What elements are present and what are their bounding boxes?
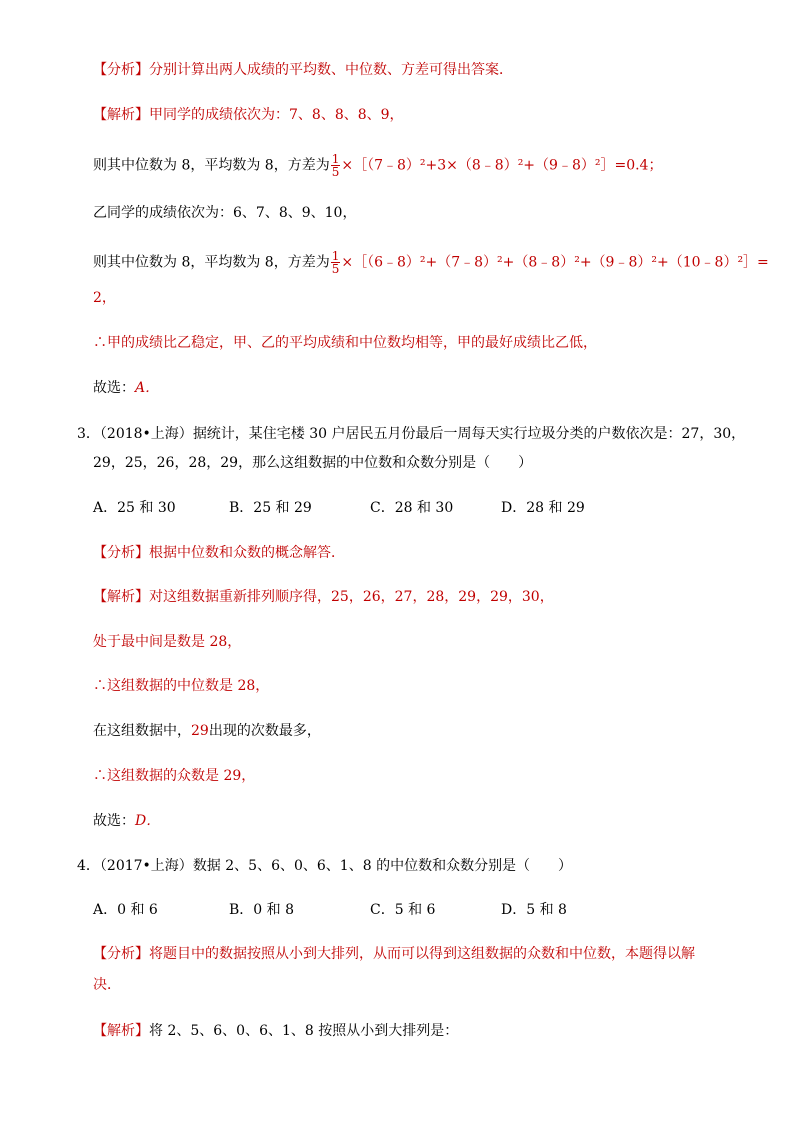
variance-expression: ×［（7﹣8）²+3×（8﹣8）²+（9﹣8）²］=0.4； (341, 157, 663, 174)
fraction-numerator: 1 (331, 249, 340, 263)
question-number: 3． (77, 426, 100, 442)
q4-stem (77, 856, 572, 876)
q4-option-d: D．5 和 8 (501, 902, 567, 918)
q3-option-b: B．25 和 29 (229, 500, 312, 516)
mode-text: ∴这组数据的众数是 29， (93, 768, 256, 784)
q4-analysis (93, 944, 695, 964)
q2-yi-scores (93, 203, 356, 223)
question-stem: 29，25，26，28，29，那么这组数据的中位数和众数分别是（ ） (93, 455, 533, 471)
analysis-tag: 【分析】 (93, 62, 149, 78)
q2-variance-yi (93, 250, 769, 275)
q4-option-a: A．0 和 6 (93, 902, 158, 918)
fraction (331, 153, 341, 178)
answer-prefix: 故选： (93, 813, 135, 829)
analysis-text-cont: 决． (93, 977, 121, 993)
most-suffix: 出现的次数最多， (208, 723, 321, 739)
q3-solution (93, 587, 554, 607)
fraction (331, 250, 341, 275)
question-source: （2017•上海） (99, 858, 193, 874)
solution-text: 对这组数据重新排列顺序得，25，26，27，28，29，29，30， (149, 589, 554, 605)
q4-option-c: C．5 和 6 (370, 902, 436, 918)
q3-answer (93, 811, 160, 831)
solution-tag: 【解析】 (93, 107, 149, 123)
variance-expression: ×［（6﹣8）²+（7﹣8）²+（8﹣8）²+（9﹣8）²+（10﹣8）²］= (341, 254, 769, 271)
q3-middle (93, 632, 241, 652)
q3-most-frequent (93, 721, 321, 741)
middle-text: 处于最中间是数是 28， (93, 634, 242, 650)
q2-solution (93, 105, 404, 125)
analysis-text: 分别计算出两人成绩的平均数、中位数、方差可得出答案． (149, 62, 513, 78)
conclusion-text: ∴甲的成绩比乙稳定，甲、乙的平均成绩和中位数均相等，甲的最好成绩比乙低， (93, 335, 597, 351)
q3-stem-line1 (77, 424, 745, 444)
q3-option-d: D．28 和 29 (501, 500, 585, 516)
analysis-text: 将题目中的数据按照从小到大排列，从而可以得到这组数据的众数和中位数，本题得以解 (149, 946, 695, 962)
fraction-numerator: 1 (331, 152, 340, 166)
variance-prefix: 则其中位数为 8，平均数为 8，方差为 (93, 157, 330, 174)
q3-option-a: A．25 和 30 (93, 500, 176, 516)
q3-mode (93, 766, 255, 786)
most-prefix: 在这组数据中， (93, 723, 191, 739)
analysis-text: 根据中位数和众数的概念解答． (149, 545, 345, 561)
yi-scores-text: 乙同学的成绩依次为：6、7、8、9、10， (93, 205, 357, 221)
q4-option-b: B．0 和 8 (229, 902, 295, 918)
question-number: 4． (77, 858, 100, 874)
answer-letter: A． (135, 380, 160, 396)
median-text: ∴这组数据的中位数是 28， (93, 678, 270, 694)
q4-solution (93, 1021, 458, 1041)
solution-text: 甲同学的成绩依次为：7、8、8、8、9， (149, 107, 404, 123)
variance-prefix: 则其中位数为 8，平均数为 8，方差为 (93, 254, 330, 271)
answer-letter: D． (135, 813, 161, 829)
q2-answer (93, 378, 159, 398)
analysis-tag: 【分析】 (93, 545, 149, 561)
q3-stem-line2 (93, 453, 532, 473)
question-source: （2018•上海） (99, 426, 193, 442)
answer-prefix: 故选： (93, 380, 135, 396)
analysis-tag: 【分析】 (93, 946, 149, 962)
q3-analysis (93, 543, 345, 563)
q4-analysis-cont (93, 975, 121, 995)
q3-option-c: C．28 和 30 (370, 500, 454, 516)
solution-tag: 【解析】 (93, 1023, 149, 1039)
q2-variance-jia (93, 153, 662, 178)
q2-analysis (93, 60, 513, 80)
q2-conclusion (93, 333, 597, 353)
most-value: 29 (191, 723, 209, 739)
variance-result: 2， (93, 290, 116, 306)
question-stem: 据统计，某住宅楼 30 户居民五月份最后一周每天实行垃圾分类的户数依次是：27，30， (192, 426, 746, 442)
q2-variance-result (93, 288, 116, 308)
fraction-denominator: 5 (331, 262, 340, 276)
fraction-denominator: 5 (331, 165, 340, 179)
solution-text: 将 2、5、6、0、6、1、8 按照从小到大排列是： (149, 1023, 459, 1039)
q3-median (93, 676, 269, 696)
question-stem: 数据 2、5、6、0、6、1、8 的中位数和众数分别是（ ） (192, 858, 573, 874)
solution-tag: 【解析】 (93, 589, 149, 605)
